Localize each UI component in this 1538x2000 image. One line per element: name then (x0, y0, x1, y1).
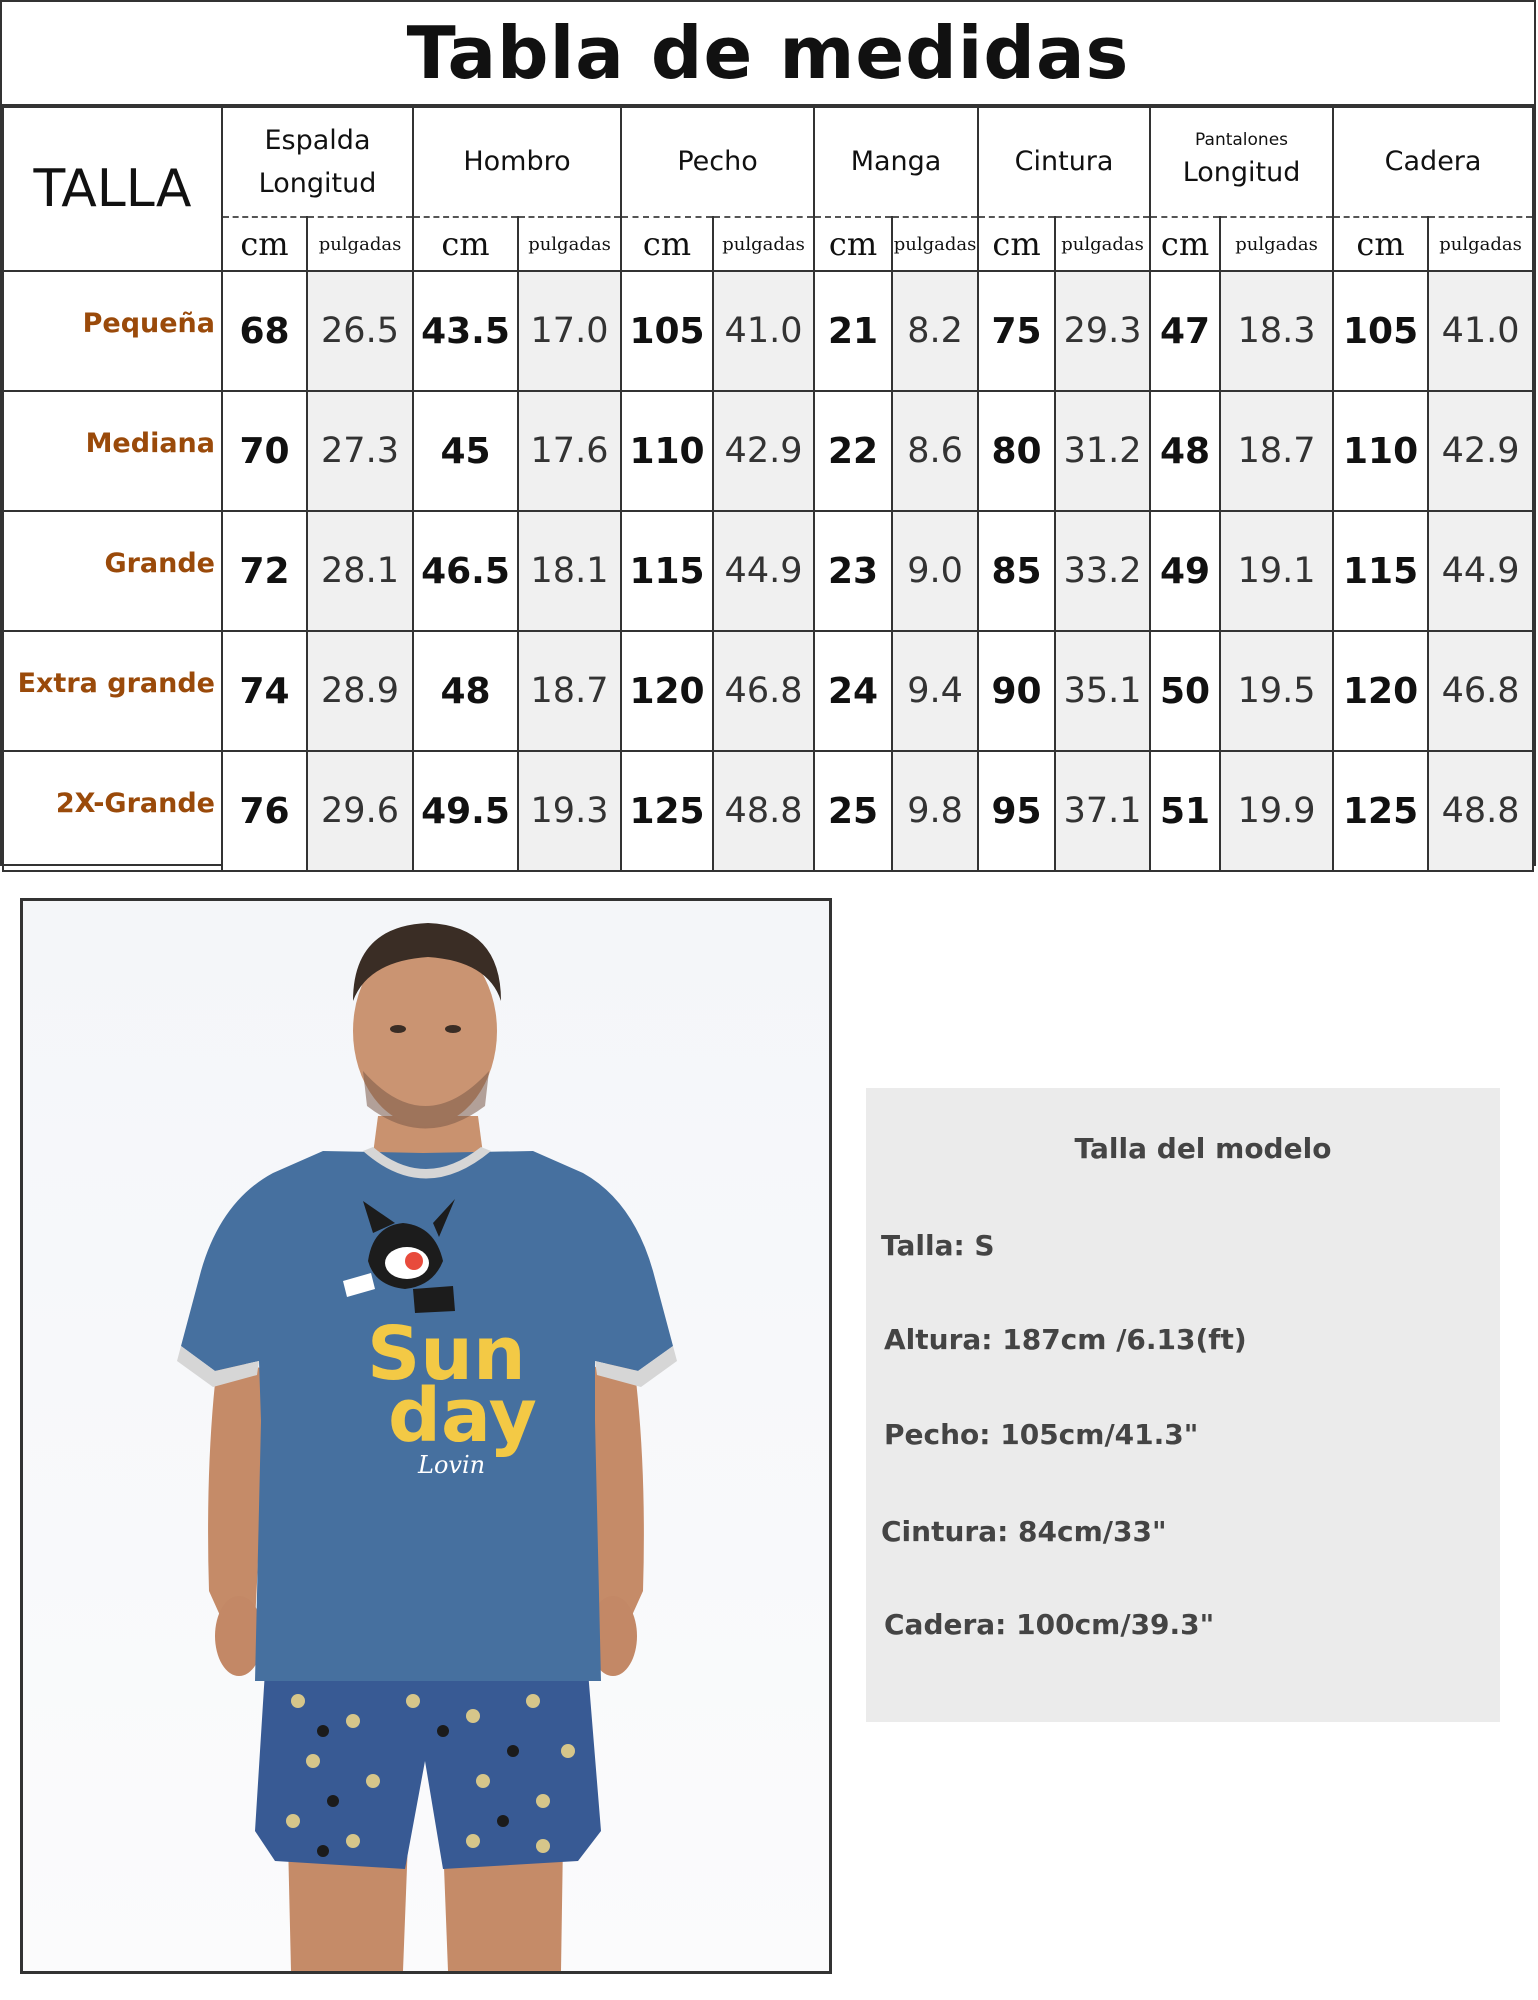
inch-value: 48.8 (713, 751, 814, 871)
inch-value: 17.6 (518, 391, 621, 511)
cm-value: 50 (1150, 631, 1220, 751)
inch-value: 17.0 (518, 271, 621, 391)
unit-cm-header: cm (413, 217, 518, 271)
shirt-print-text (367, 1311, 537, 1479)
model-height: Altura: 187cm /6.13(ft) (884, 1323, 1247, 1356)
cm-value: 22 (814, 391, 892, 511)
inch-value: 41.0 (1428, 271, 1533, 391)
inch-value: 28.9 (307, 631, 413, 751)
inch-value: 37.1 (1055, 751, 1150, 871)
inch-value: 9.0 (892, 511, 978, 631)
cm-value: 90 (978, 631, 1055, 751)
cm-value: 46.5 (413, 511, 518, 631)
unit-inch-header: pulgadas (518, 217, 621, 271)
model-hip: Cadera: 100cm/39.3" (884, 1608, 1215, 1641)
inch-value: 29.6 (307, 751, 413, 871)
size-row (3, 511, 1533, 631)
unit-inch-header: pulgadas (1428, 217, 1533, 271)
unit-cm-header: cm (814, 217, 892, 271)
inch-value: 46.8 (1428, 631, 1533, 751)
cm-value: 74 (222, 631, 307, 751)
model-size-card (866, 1088, 1500, 1722)
cm-value: 49 (1150, 511, 1220, 631)
cm-value: 47 (1150, 271, 1220, 391)
header-pecho (621, 107, 814, 217)
unit-inch-header: pulgadas (713, 217, 814, 271)
header-espalda-longitud (222, 107, 413, 217)
inch-value: 29.3 (1055, 271, 1150, 391)
unit-row (3, 217, 1533, 271)
cm-value: 85 (978, 511, 1055, 631)
cm-value: 21 (814, 271, 892, 391)
print-script: Lovin (418, 1451, 486, 1479)
cm-value: 115 (621, 511, 713, 631)
header-hombro (413, 107, 621, 217)
inch-value: 9.4 (892, 631, 978, 751)
inch-value: 27.3 (307, 391, 413, 511)
header-bottom: Cadera (1384, 146, 1482, 178)
header-bottom: Longitud (1182, 156, 1301, 188)
cm-value: 125 (621, 751, 713, 871)
inch-value: 41.0 (713, 271, 814, 391)
cm-value: 45 (413, 391, 518, 511)
unit-inch-header: pulgadas (892, 217, 978, 271)
model-waist: Cintura: 84cm/33" (881, 1515, 1167, 1548)
size-row (3, 631, 1533, 751)
model-card-title: Talla del modelo (1074, 1132, 1332, 1165)
cm-value: 95 (978, 751, 1055, 871)
cm-value: 75 (978, 271, 1055, 391)
inch-value: 28.1 (307, 511, 413, 631)
size-label: 2X-Grande (3, 751, 222, 871)
size-row (3, 271, 1533, 391)
cm-value: 120 (1333, 631, 1428, 751)
inch-value: 42.9 (713, 391, 814, 511)
cm-value: 105 (1333, 271, 1428, 391)
inch-value: 33.2 (1055, 511, 1150, 631)
model-illustration (23, 901, 829, 1971)
size-label: Pequeña (3, 271, 222, 391)
size-rows (3, 271, 1533, 871)
header-bottom: Cintura (1014, 146, 1114, 178)
cm-value: 24 (814, 631, 892, 751)
cm-value: 80 (978, 391, 1055, 511)
cm-value: 125 (1333, 751, 1428, 871)
header-pantalones-longitud (1150, 107, 1333, 217)
unit-inch-header: pulgadas (307, 217, 413, 271)
size-label: Grande (3, 511, 222, 631)
inch-value: 18.7 (518, 631, 621, 751)
size-row (3, 391, 1533, 511)
inch-value: 26.5 (307, 271, 413, 391)
model-photo (20, 898, 832, 1974)
inch-value: 8.2 (892, 271, 978, 391)
unit-cm-header: cm (1333, 217, 1428, 271)
print-line-1: Sun (367, 1311, 526, 1397)
inch-value: 46.8 (713, 631, 814, 751)
inch-value: 42.9 (1428, 391, 1533, 511)
header-bottom: Longitud (258, 168, 377, 199)
inch-value: 31.2 (1055, 391, 1150, 511)
cm-value: 51 (1150, 751, 1220, 871)
size-chart (0, 0, 1536, 866)
cm-value: 70 (222, 391, 307, 511)
size-label: Extra grande (3, 631, 222, 751)
header-cadera (1333, 107, 1533, 217)
cm-value: 48 (1150, 391, 1220, 511)
right-eye (445, 1025, 461, 1033)
unit-inch-header: pulgadas (1055, 217, 1150, 271)
inch-value: 19.1 (1220, 511, 1333, 631)
header-top: Espalda (264, 124, 371, 156)
inch-value: 48.8 (1428, 751, 1533, 871)
cm-value: 23 (814, 511, 892, 631)
header-bottom: Pecho (677, 146, 758, 178)
cm-value: 110 (621, 391, 713, 511)
inch-value: 18.3 (1220, 271, 1333, 391)
size-column-header: TALLA (3, 107, 222, 271)
print-line-2: day (388, 1373, 537, 1459)
unit-cm-header: cm (621, 217, 713, 271)
cm-value: 48 (413, 631, 518, 751)
unit-cm-header: cm (222, 217, 307, 271)
unit-cm-header: cm (978, 217, 1055, 271)
inch-value: 19.5 (1220, 631, 1333, 751)
inch-value: 44.9 (1428, 511, 1533, 631)
cm-value: 72 (222, 511, 307, 631)
cm-value: 110 (1333, 391, 1428, 511)
header-top: Pantalones (1195, 130, 1289, 151)
cm-value: 120 (621, 631, 713, 751)
size-label: Mediana (3, 391, 222, 511)
unit-inch-header: pulgadas (1220, 217, 1333, 271)
inch-value: 44.9 (713, 511, 814, 631)
inch-value: 19.3 (518, 751, 621, 871)
model-chest: Pecho: 105cm/41.3" (884, 1418, 1199, 1451)
inch-value: 19.9 (1220, 751, 1333, 871)
cm-value: 49.5 (413, 751, 518, 871)
header-manga (814, 107, 978, 217)
inch-value: 18.7 (1220, 391, 1333, 511)
header-bottom: Hombro (463, 146, 571, 178)
cm-value: 76 (222, 751, 307, 871)
header-cintura (978, 107, 1150, 217)
cm-value: 43.5 (413, 271, 518, 391)
inch-value: 35.1 (1055, 631, 1150, 751)
cm-value: 68 (222, 271, 307, 391)
inch-value: 9.8 (892, 751, 978, 871)
size-row (3, 751, 1533, 871)
cm-value: 25 (814, 751, 892, 871)
cm-value: 105 (621, 271, 713, 391)
left-eye (390, 1025, 406, 1033)
model-size: Talla: S (881, 1229, 995, 1262)
inch-value: 8.6 (892, 391, 978, 511)
header-bottom: Manga (850, 146, 942, 178)
unit-cm-header: cm (1150, 217, 1220, 271)
chart-title: Tabla de medidas (2, 2, 1534, 106)
inch-value: 18.1 (518, 511, 621, 631)
size-table (2, 106, 1534, 872)
cm-value: 115 (1333, 511, 1428, 631)
